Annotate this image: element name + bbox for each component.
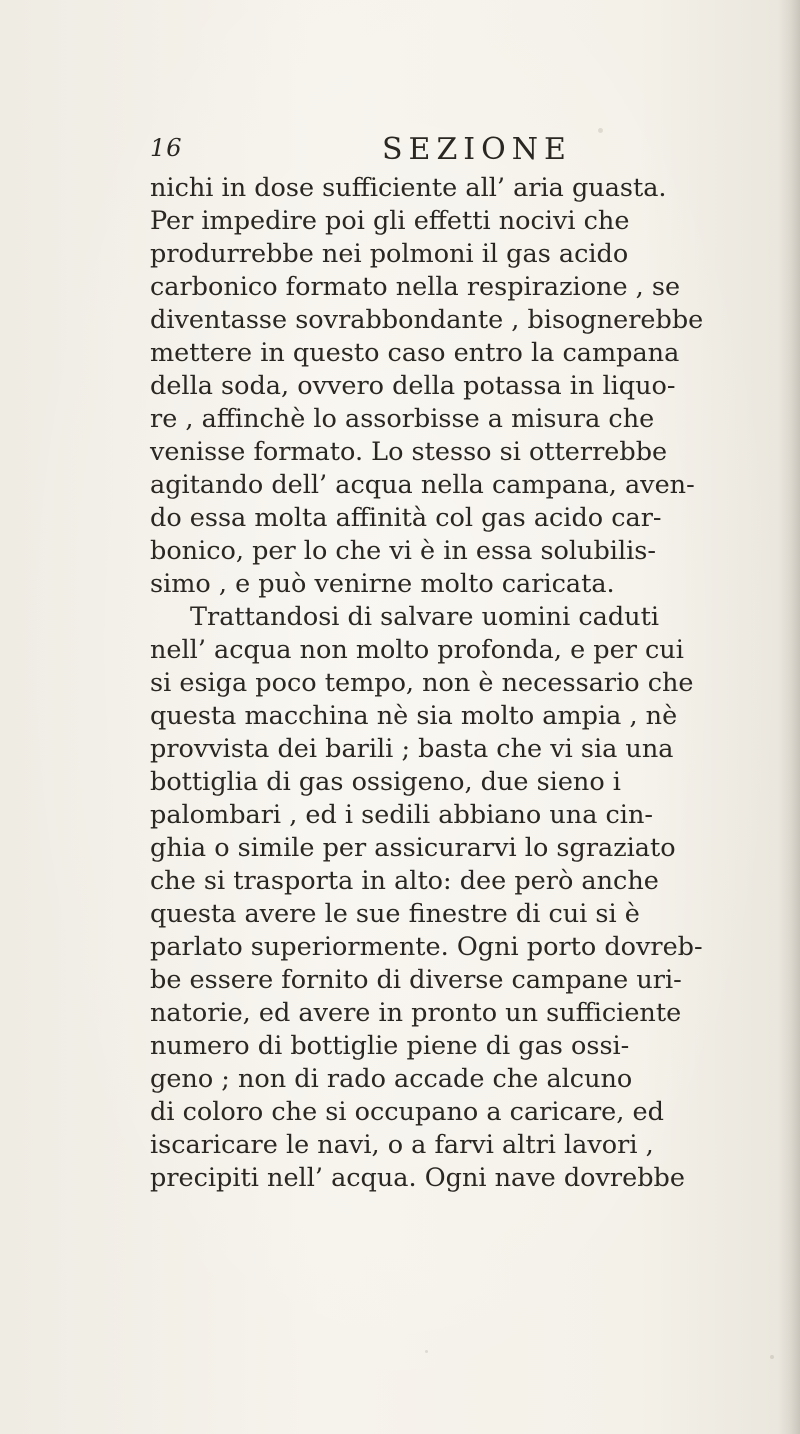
text-line: geno ; non di rado accade che alcuno: [150, 1064, 633, 1094]
text-line: re , affinchè lo assorbisse a misura che: [150, 404, 655, 434]
text-line: bonico, per lo che vi è in essa solubilis-: [150, 536, 656, 566]
page-number: 16: [150, 134, 183, 162]
text-line: natorie, ed avere in pronto un sufficiente: [150, 998, 682, 1028]
ink-speck: [425, 1350, 428, 1353]
text-line: produrrebbe nei polmoni il gas acido: [150, 239, 629, 269]
text-line: do essa molta affinità col gas acido car-: [150, 503, 662, 533]
body-text: [150, 172, 800, 1195]
text-line: che si trasporta in alto: dee però anche: [150, 866, 659, 896]
text-line: Trattandosi di salvare uomini caduti: [190, 602, 659, 632]
text-line: bottiglia di gas ossigeno, due sieno i: [150, 767, 621, 797]
text-line: carbonico formato nella respirazione , se: [150, 272, 681, 302]
text-line: provvista dei barili ; basta che vi sia una: [150, 734, 674, 764]
text-line: della soda, ovvero della potassa in liquo-: [150, 371, 676, 401]
text-line: precipiti nell’ acqua. Ogni nave dovrebbe: [150, 1163, 685, 1193]
text-line: be essere fornito di diverse campane uri-: [150, 965, 682, 995]
text-line: Per impedire poi gli effetti nocivi che: [150, 206, 630, 236]
text-line: diventasse sovrabbondante , bisognerebbe: [150, 305, 704, 335]
page-header: [150, 132, 650, 172]
text-line: si esiga poco tempo, non è necessario che: [150, 668, 694, 698]
text-line: parlato superiormente. Ogni porto dovreb-: [150, 932, 703, 962]
text-line: simo , e può venirne molto caricata.: [150, 569, 615, 599]
running-head: SEZIONE: [382, 132, 572, 167]
text-line: nell’ acqua non molto profonda, e per cui: [150, 635, 684, 665]
text-line: questa avere le sue finestre di cui si è: [150, 899, 640, 929]
text-line: mettere in questo caso entro la campana: [150, 338, 680, 368]
text-line: numero di bottiglie piene di gas ossi-: [150, 1031, 630, 1061]
ink-speck: [770, 1355, 774, 1359]
text-line: venisse formato. Lo stesso si otterrebbe: [150, 437, 668, 467]
text-line: ghia o simile per assicurarvi lo sgraziato: [150, 833, 676, 863]
text-line: di coloro che si occupano a caricare, ed: [150, 1097, 664, 1127]
text-line: palombari , ed i sedili abbiano una cin-: [150, 800, 653, 830]
text-line: iscaricare le navi, o a farvi altri lavori ,: [150, 1130, 654, 1160]
text-line: nichi in dose sufficiente all’ aria guasta.: [150, 173, 667, 203]
text-line: questa macchina nè sia molto ampia , nè: [150, 701, 678, 731]
text-line: agitando dell’ acqua nella campana, aven-: [150, 470, 695, 500]
